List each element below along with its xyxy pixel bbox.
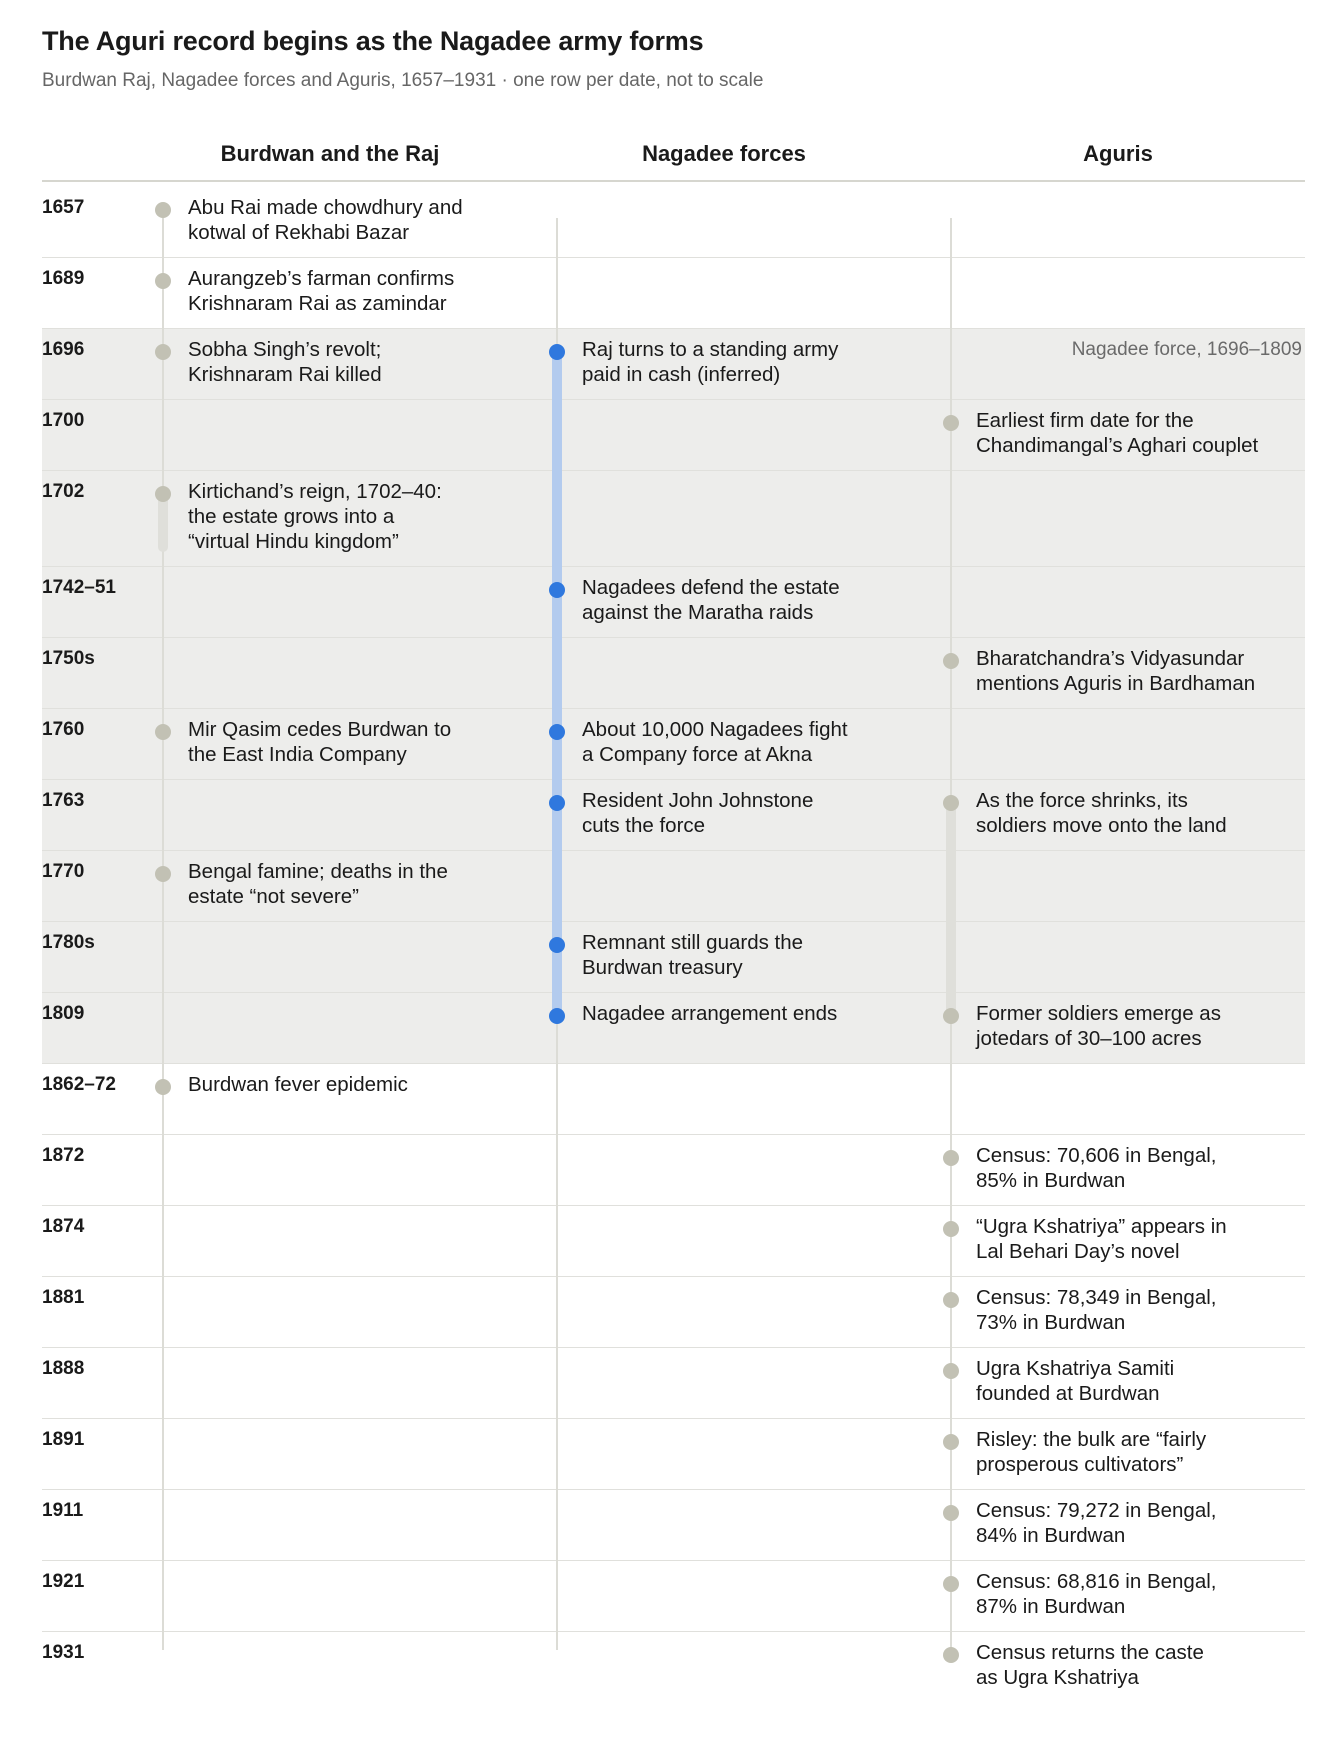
event-text-line: Burdwan treasury xyxy=(582,956,743,979)
row-divider xyxy=(42,1134,1305,1135)
event-text-aguris xyxy=(976,1427,1276,1477)
event-text-line: Nagadees defend the estate xyxy=(582,576,840,599)
event-text-raj xyxy=(188,717,488,767)
event-dot xyxy=(943,1150,959,1166)
event-dot xyxy=(943,653,959,669)
event-dot xyxy=(943,1363,959,1379)
row-divider xyxy=(42,992,1305,993)
event-dot xyxy=(943,1505,959,1521)
event-text-line: Raj turns to a standing army xyxy=(582,338,839,361)
kirtichand-reign-span xyxy=(158,494,168,552)
row-divider xyxy=(42,328,1305,329)
date-label: 1881 xyxy=(42,1287,85,1308)
event-text-line: Kirtichand’s reign, 1702–40: xyxy=(188,480,442,503)
event-dot xyxy=(943,1434,959,1450)
date-label: 1891 xyxy=(42,1429,85,1450)
column-header-nagadee: Nagadee forces xyxy=(642,141,806,166)
event-text-line: Ugra Kshatriya Samiti xyxy=(976,1357,1175,1380)
event-text-aguris xyxy=(976,1143,1276,1193)
nagadee-event-dot xyxy=(549,795,565,811)
nagadee-event-dot xyxy=(549,582,565,598)
header-rule xyxy=(42,180,1305,182)
event-text-line: Resident John Johnstone xyxy=(582,789,814,812)
event-text-line: Bharatchandra’s Vidyasundar xyxy=(976,647,1245,670)
event-text-nagadee xyxy=(582,1001,882,1026)
event-dot xyxy=(155,344,171,360)
row-divider xyxy=(42,1631,1305,1632)
date-label: 1750s xyxy=(42,648,95,669)
event-text-line: As the force shrinks, its xyxy=(976,789,1188,812)
event-text-line: Nagadee arrangement ends xyxy=(582,1002,838,1025)
event-text-aguris xyxy=(976,1001,1276,1051)
event-text-line: Earliest firm date for the xyxy=(976,409,1194,432)
event-text-aguris xyxy=(976,1285,1276,1335)
row-divider xyxy=(42,779,1305,780)
event-text-line: Census: 70,606 in Bengal, xyxy=(976,1144,1217,1167)
event-text-line: Sobha Singh’s revolt; xyxy=(188,338,382,361)
row-divider xyxy=(42,1205,1305,1206)
event-text-aguris xyxy=(976,646,1276,696)
event-text-line: Bengal famine; deaths in the xyxy=(188,860,448,883)
event-text-aguris xyxy=(976,408,1276,458)
event-text-line: Krishnaram Rai killed xyxy=(188,363,382,386)
date-label: 1921 xyxy=(42,1571,85,1592)
date-label: 1742–51 xyxy=(42,577,116,598)
event-text-line: “Ugra Kshatriya” appears in xyxy=(976,1215,1227,1238)
event-dot xyxy=(155,1079,171,1095)
nagadee-span-bar xyxy=(552,352,562,1016)
row-divider xyxy=(42,637,1305,638)
event-text-raj xyxy=(188,1072,488,1097)
event-text-line: Aurangzeb’s farman confirms xyxy=(188,267,455,290)
row-divider xyxy=(42,1063,1305,1064)
event-text-line: paid in cash (inferred) xyxy=(582,363,781,386)
event-text-line: jotedars of 30–100 acres xyxy=(976,1027,1202,1050)
event-text-aguris xyxy=(976,1569,1276,1619)
event-text-line: Burdwan fever epidemic xyxy=(188,1073,408,1096)
event-dot xyxy=(943,1292,959,1308)
event-text-line: Census: 68,816 in Bengal, xyxy=(976,1570,1217,1593)
date-label: 1809 xyxy=(42,1003,85,1024)
row-divider xyxy=(42,1418,1305,1419)
date-label: 1700 xyxy=(42,410,85,431)
event-dot xyxy=(155,273,171,289)
event-text-nagadee xyxy=(582,930,882,980)
nagadee-event-dot xyxy=(549,937,565,953)
axis-line-raj xyxy=(162,218,164,1650)
row-divider xyxy=(42,708,1305,709)
event-text-line: About 10,000 Nagadees fight xyxy=(582,718,848,741)
event-text-aguris xyxy=(976,1498,1276,1548)
event-text-line: the East India Company xyxy=(188,743,407,766)
event-dot xyxy=(943,795,959,811)
chart-title: The Aguri record begins as the Nagadee army forms xyxy=(42,26,704,56)
event-text-line: mentions Aguris in Bardhaman xyxy=(976,672,1256,695)
event-text-line: Census: 79,272 in Bengal, xyxy=(976,1499,1217,1522)
event-text-line: cuts the force xyxy=(582,814,706,837)
event-dot xyxy=(943,1008,959,1024)
event-text-raj xyxy=(188,266,488,316)
event-dot xyxy=(943,1576,959,1592)
date-label: 1911 xyxy=(42,1500,84,1521)
date-label: 1780s xyxy=(42,932,95,953)
event-text-line: Krishnaram Rai as zamindar xyxy=(188,292,447,315)
event-text-line: a Company force at Akna xyxy=(582,743,813,766)
event-text-line: Census returns the caste xyxy=(976,1641,1204,1664)
event-text-raj xyxy=(188,479,488,554)
event-dot xyxy=(155,724,171,740)
nagadee-band-label: Nagadee force, 1696–1809 xyxy=(1071,339,1302,360)
event-text-line: Remnant still guards the xyxy=(582,931,804,954)
event-text-line: as Ugra Kshatriya xyxy=(976,1666,1139,1689)
event-text-line: Former soldiers emerge as xyxy=(976,1002,1221,1025)
column-header-raj: Burdwan and the Raj xyxy=(220,141,440,166)
event-text-line: Mir Qasim cedes Burdwan to xyxy=(188,718,452,741)
settlement-span-bar xyxy=(946,803,956,1016)
event-dot xyxy=(155,486,171,502)
event-text-raj xyxy=(188,195,488,245)
event-dot xyxy=(155,866,171,882)
column-header-aguris: Aguris xyxy=(1083,141,1153,166)
event-text-line: Chandimangal’s Aghari couplet xyxy=(976,434,1259,457)
nagadee-event-dot xyxy=(549,724,565,740)
event-text-line: Lal Behari Day’s novel xyxy=(976,1240,1180,1263)
event-text-line: the estate grows into a xyxy=(188,505,395,528)
date-label: 1874 xyxy=(42,1216,85,1237)
row-divider xyxy=(42,257,1305,258)
event-text-nagadee xyxy=(582,788,882,838)
date-label: 1689 xyxy=(42,268,85,289)
date-label: 1888 xyxy=(42,1358,85,1379)
event-dot xyxy=(943,415,959,431)
event-text-nagadee xyxy=(582,337,882,387)
nagadee-event-dot xyxy=(549,1008,565,1024)
event-text-line: kotwal of Rekhabi Bazar xyxy=(188,221,410,244)
event-text-raj xyxy=(188,337,488,387)
nagadee-event-dot xyxy=(549,344,565,360)
row-divider xyxy=(42,566,1305,567)
date-label: 1872 xyxy=(42,1145,85,1166)
row-divider xyxy=(42,1489,1305,1490)
date-label: 1760 xyxy=(42,719,85,740)
event-text-aguris xyxy=(976,1356,1276,1406)
row-divider xyxy=(42,1560,1305,1561)
event-text-line: prosperous cultivators” xyxy=(976,1453,1184,1476)
event-text-line: estate “not severe” xyxy=(188,885,359,908)
row-divider xyxy=(42,1276,1305,1277)
event-dot xyxy=(943,1647,959,1663)
event-text-line: against the Maratha raids xyxy=(582,601,814,624)
event-text-line: soldiers move onto the land xyxy=(976,814,1227,837)
event-dot xyxy=(155,202,171,218)
row-divider xyxy=(42,1347,1305,1348)
date-label: 1702 xyxy=(42,481,85,502)
event-text-nagadee xyxy=(582,717,882,767)
event-text-line: 73% in Burdwan xyxy=(976,1311,1126,1334)
event-text-aguris xyxy=(976,1640,1276,1690)
event-text-aguris xyxy=(976,1214,1276,1264)
row-divider xyxy=(42,470,1305,471)
event-dot xyxy=(943,1221,959,1237)
event-text-raj xyxy=(188,859,488,909)
event-text-line: Census: 78,349 in Bengal, xyxy=(976,1286,1217,1309)
event-text-line: “virtual Hindu kingdom” xyxy=(188,530,399,553)
date-label: 1657 xyxy=(42,197,85,218)
event-text-nagadee xyxy=(582,575,882,625)
event-text-line: 85% in Burdwan xyxy=(976,1169,1126,1192)
event-text-line: Abu Rai made chowdhury and xyxy=(188,196,463,219)
event-text-line: 87% in Burdwan xyxy=(976,1595,1126,1618)
date-label: 1931 xyxy=(42,1642,85,1663)
row-divider xyxy=(42,850,1305,851)
chart-subtitle: Burdwan Raj, Nagadee forces and Aguris, 1657–1931 · one row per date, not to scale xyxy=(42,70,764,91)
row-divider xyxy=(42,921,1305,922)
event-text-aguris xyxy=(976,788,1276,838)
date-label: 1763 xyxy=(42,790,85,811)
date-label: 1770 xyxy=(42,861,85,882)
date-label: 1696 xyxy=(42,339,85,360)
row-divider xyxy=(42,399,1305,400)
event-text-line: 84% in Burdwan xyxy=(976,1524,1126,1547)
event-text-line: founded at Burdwan xyxy=(976,1382,1160,1405)
date-label: 1862–72 xyxy=(42,1074,116,1095)
event-text-line: Risley: the bulk are “fairly xyxy=(976,1428,1207,1451)
